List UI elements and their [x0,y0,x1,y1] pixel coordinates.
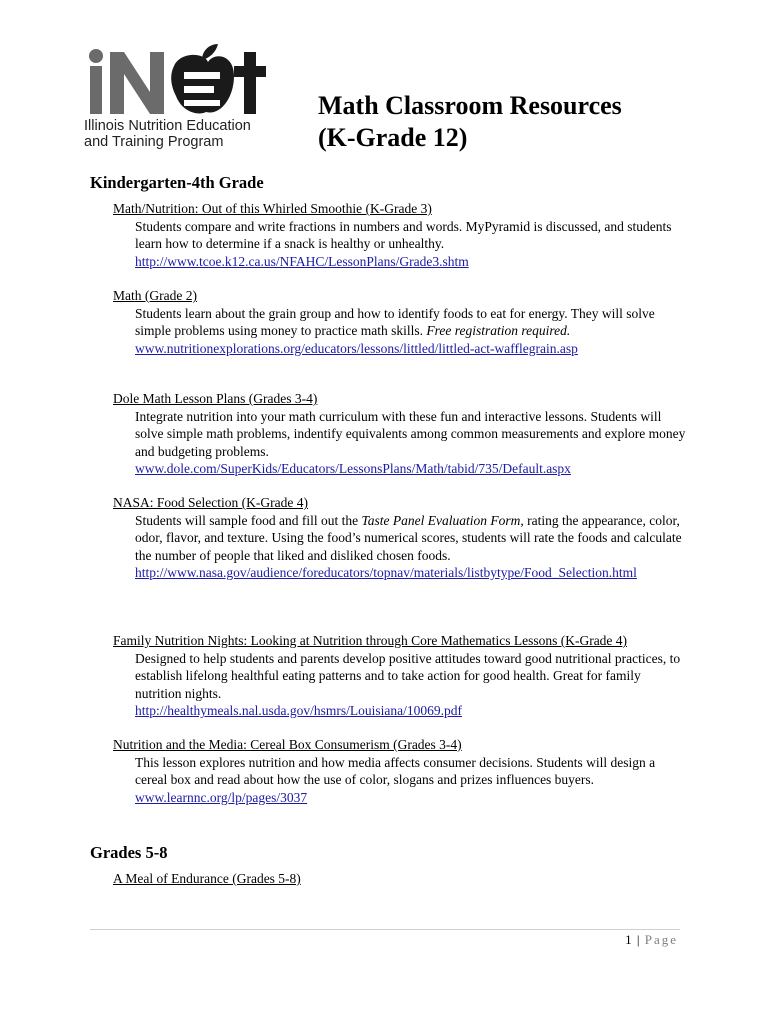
resource-description: Integrate nutrition into your math curriculum with these fun and interactive lessons. Students will solve simple math problems, indentify equivalents among common measurements and explore money and budgeting problems. [135,408,686,459]
resource-description [135,512,688,565]
resource-title: A Meal of Endurance (Grades 5-8) [113,871,301,886]
resource-description-text-b: , rating the appearance, color, odor, flavor, and texture. Using the food’s numerical scores, students will rate the foods and calculate the number of people that liked and disliked chosen foods. [135,512,682,563]
footer-divider [90,929,680,930]
resource-item [113,494,688,582]
resource-link[interactable]: www.learnnc.org/lp/pages/3037 [135,789,308,805]
logo-line-1: Illinois Nutrition Education [84,118,251,134]
page-number: 1 [625,932,633,947]
section-heading-k4: Kindergarten-4th Grade [90,173,264,192]
page-footer [625,932,678,948]
logo-line-2: and Training Program [84,134,224,150]
resource-description: Designed to help students and parents develop positive attitudes toward good nutritional practices, to establish lifelong healthful eating patterns and to take action for good health. Great for family nutrition nights. [135,650,681,701]
resource-title: Family Nutrition Nights: Looking at Nutrition through Core Mathematics Lessons (K-Grade 4) [113,633,628,648]
resource-link[interactable]: http://www.nasa.gov/audience/foreducators/topnav/materials/listbytype/Food_Selection.html [135,565,637,580]
resource-link[interactable]: http://www.tcoe.k12.ca.us/NFAHC/LessonPlans/Grade3.shtm [135,253,469,269]
resource-item [113,390,688,478]
resource-link[interactable]: http://healthymeals.nal.usda.gov/hsmrs/Louisiana/10069.pdf [135,703,462,718]
footer-separator: | [636,932,641,947]
apple-logo-graphic [84,42,274,122]
resource-title: Math/Nutrition: Out of this Whirled Smoothie (K-Grade 3) [113,201,432,216]
resource-link[interactable]: www.nutritionexplorations.org/educators/lessons/littled/littled-act-wafflegrain.asp [135,340,578,356]
page-title-line-2: (K-Grade 12) [318,123,468,152]
inet-logo [84,42,274,152]
resource-title: Nutrition and the Media: Cereal Box Consumerism (Grades 3-4) [113,737,462,752]
resource-title: Math (Grade 2) [113,288,197,303]
resource-title: NASA: Food Selection (K-Grade 4) [113,495,308,510]
resource-item [113,870,688,888]
resource-item [113,632,688,720]
resource-description-text-a: Students will sample food and fill out the [135,512,359,528]
resource-title: Dole Math Lesson Plans (Grades 3-4) [113,391,318,406]
resource-description [135,305,688,340]
resource-description: This lesson explores nutrition and how media affects consumer decisions. Students will design a cereal box and read about how the use of color, slogans and prizes influences buyers. [135,754,656,787]
resource-link[interactable]: www.dole.com/SuperKids/Educators/LessonsPlans/Math/tabid/735/Default.aspx [135,461,571,476]
section-heading-g58: Grades 5-8 [90,843,168,862]
registration-note: Free registration required. [426,323,571,338]
resource-description-text: Students learn about the grain group and how to identify foods to eat for energy. They will solve simple problems using money to practice math skills. [135,305,655,338]
resource-description: Students compare and write fractions in numbers and words. MyPyramid is discussed, and students learn how to determine if a snack is healthy or unhealthy. [135,218,672,251]
page-title [318,90,622,154]
resource-item [113,200,688,270]
resource-item [113,287,688,357]
page-label: Page [644,932,678,947]
page-title-line-1: Math Classroom Resources [318,91,622,120]
form-name: Taste Panel Evaluation Form [361,512,521,528]
resource-item [113,736,688,806]
